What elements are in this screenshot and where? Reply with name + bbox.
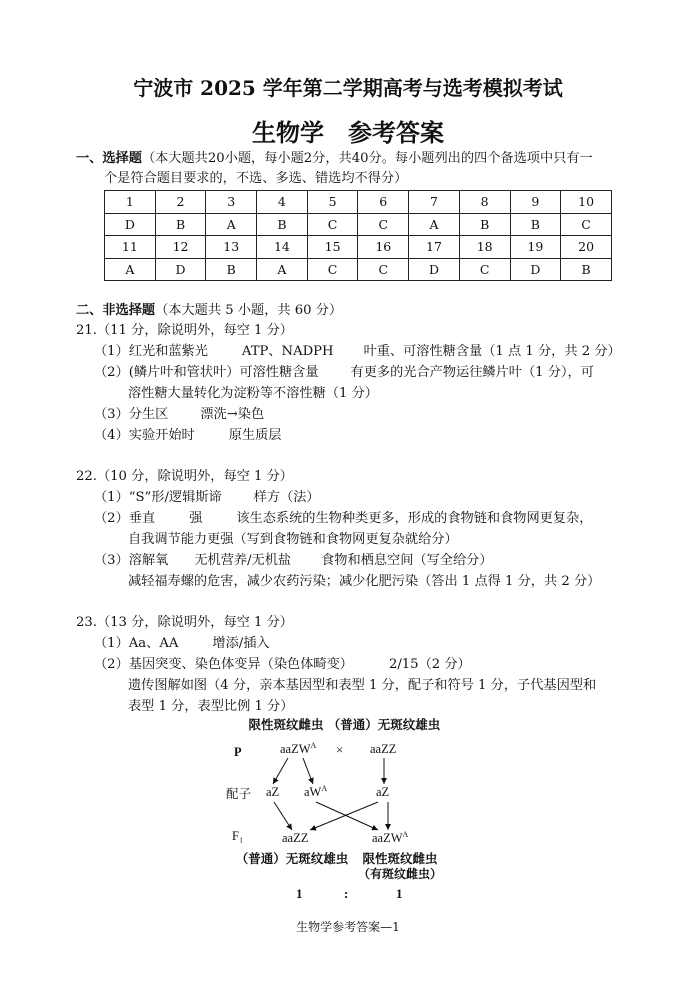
ratio-colon: : [344, 886, 349, 901]
answer-table-cell: A [409, 213, 460, 236]
answer-table-cell: 2 [155, 191, 206, 214]
gamete-2-sup: A [321, 784, 328, 793]
answer-table-cell: 6 [358, 191, 409, 214]
answer-table-row [105, 191, 612, 214]
q23-line2 [94, 656, 471, 674]
ratio-left: 1 [296, 886, 303, 901]
exam-title: 宁波市 2025 学年第二学期高考与选考模拟考试 [133, 76, 563, 100]
answer-table-cell: B [561, 258, 612, 281]
q23-1b: 增添/插入 [212, 636, 270, 651]
q22-3b: 无机营养/无机盐 [194, 553, 292, 568]
choice-answer-table [104, 190, 612, 281]
answer-table-cell: 17 [409, 236, 460, 259]
answer-table-cell: A [257, 258, 308, 281]
q22-1b: 样方（法） [253, 490, 320, 505]
answer-table-cell: C [561, 213, 612, 236]
answer-table-cell: B [257, 213, 308, 236]
q23-line1 [94, 635, 270, 653]
answer-table-cell: 13 [206, 236, 257, 259]
section1-desc-1: （本大题共20小题，每小题2分，共40分。每小题列出的四个备选项中只有一 [141, 151, 593, 166]
q22-line2 [94, 510, 592, 528]
q21-4a: （4）实验开始时 [94, 428, 195, 443]
q22-2d: 自我调节能力更强（写到食物链和食物网更复杂就给分） [128, 532, 458, 547]
q23-2a: （2）基因突变、染色体变异（染色体畸变） [94, 657, 353, 672]
q21-1a: （1）红光和蓝紫光 [94, 344, 208, 359]
gamete-2 [304, 784, 327, 799]
section2-heading: 二、非选择题 [76, 303, 156, 318]
exam-subtitle: 生物学 参考答案 [252, 118, 444, 147]
section1-desc-2: 个是符合题目要求的，不选、多选、错选均不得分） [104, 171, 408, 186]
answer-table-cell: 11 [105, 236, 156, 259]
arrow-g1-f1a [274, 802, 292, 830]
q22-3d: 减轻福寿螺的危害，减少农药污染；减少化肥污染（答出 1 点得 1 分，共 2 分） [128, 574, 601, 589]
q21-line3 [94, 406, 264, 424]
q21-line1 [94, 343, 621, 361]
gamete-label: 配子 [226, 787, 252, 801]
q22-2c: 该生态系统的生物种类更多，形成的食物链和食物网更复杂， [236, 511, 593, 526]
q21-line2 [94, 364, 594, 382]
q21-2c: 溶性糖大量转化为淀粉等不溶性糖（1 分） [128, 386, 378, 401]
answer-table-cell: B [155, 213, 206, 236]
q21-2b: 有更多的光合产物运往鳞片叶（1 分），可 [350, 365, 594, 380]
answer-table-cell: 1 [105, 191, 156, 214]
q21-line4 [94, 427, 281, 445]
f1-genotype-2-sup: A [402, 830, 409, 839]
q21-4b: 原生质层 [228, 428, 282, 443]
cross-symbol: × [336, 742, 344, 757]
f1-phenotype-1: （普通）无斑纹雄虫 [235, 852, 349, 866]
answer-table-cell: 10 [561, 191, 612, 214]
q22-3a: （3）溶解氧 [94, 553, 169, 568]
ratio-right: 1 [396, 886, 403, 901]
f1-genotype-1: aaZZ [282, 831, 309, 845]
parent2-phenotype: （普通）无斑纹雄虫 [327, 718, 441, 732]
arrow-p1-g2 [303, 758, 313, 784]
answer-table-cell: C [358, 213, 409, 236]
parent1-phenotype: 限性斑纹雌虫 [248, 718, 324, 732]
answer-table-cell: 8 [459, 191, 510, 214]
section2-line [76, 302, 342, 320]
q23-2c: 遗传图解如图（4 分，亲本基因型和表型 1 分，配子和符号 1 分，子代基因型和 [128, 678, 597, 693]
q22-2b: 强 [189, 511, 203, 526]
answer-table-cell: 4 [257, 191, 308, 214]
q23-1a: （1）Aa、AA [94, 636, 179, 651]
answer-table-cell: C [459, 258, 510, 281]
f1-phenotype-2: 限性斑纹雌虫 [362, 852, 438, 866]
gamete-3: aZ [376, 785, 390, 799]
arrow-p1-g1 [273, 758, 288, 784]
answer-table-cell: 15 [307, 236, 358, 259]
answer-table-cell: B [510, 213, 561, 236]
answer-table-cell: 16 [358, 236, 409, 259]
q21-3a: （3）分生区 [94, 407, 169, 422]
answer-table-cell: 7 [409, 191, 460, 214]
q22-header: 22.（10 分，除说明外，每空 1 分） [76, 469, 293, 484]
q22-1a: （1）“S”形/逻辑斯谛 [94, 490, 222, 505]
q22-line1 [94, 489, 320, 507]
genetic-cross-diagram [218, 716, 478, 906]
answer-table-row [105, 213, 612, 236]
answer-table-cell: 9 [510, 191, 561, 214]
parent1-genotype-sup: A [310, 741, 317, 750]
q21-header: 21.（11 分，除说明外，每空 1 分） [76, 323, 293, 338]
answer-table-cell: A [206, 213, 257, 236]
answer-table-cell: D [105, 213, 156, 236]
answer-table-cell: D [155, 258, 206, 281]
answer-table-cell: B [206, 258, 257, 281]
parent2-genotype: aaZZ [370, 742, 397, 756]
answer-table-cell: B [459, 213, 510, 236]
q21-3b: 漂洗→染色 [200, 407, 265, 422]
answer-table-cell: 5 [307, 191, 358, 214]
f1-phenotype-2-note: （有斑纹雌虫） [357, 867, 443, 881]
section1-line1 [76, 150, 593, 168]
section1-heading: 一、选择题 [76, 151, 142, 166]
f1-label: F₁ [232, 829, 244, 843]
p-label: P [234, 745, 242, 759]
f1-genotype-2-base: aaZW [372, 831, 403, 845]
q22-3c: 食物和栖息空间（写全给分） [321, 553, 493, 568]
q21-2a: （2）(鳞片叶和管状叶）可溶性糖含量 [94, 365, 319, 380]
page-footer: 生物学参考答案—1 [296, 920, 400, 934]
answer-table-cell: D [510, 258, 561, 281]
answer-table-cell: 18 [459, 236, 510, 259]
answer-table-cell: C [307, 213, 358, 236]
f1-genotype-2 [372, 830, 409, 845]
answer-table-cell: A [105, 258, 156, 281]
q21-1b: ATP、NADPH [241, 344, 334, 359]
answer-table-cell: 20 [561, 236, 612, 259]
gamete-1: aZ [266, 785, 280, 799]
gamete-2-base: aW [304, 785, 322, 799]
answer-table-cell: C [307, 258, 358, 281]
answer-table-row [105, 258, 612, 281]
answer-table-cell: 3 [206, 191, 257, 214]
q23-header: 23.（13 分，除说明外，每空 1 分） [76, 615, 293, 630]
q23-2d: 表型 1 分，表型比例 1 分） [128, 699, 294, 714]
q23-2b: 2/15（2 分） [388, 657, 471, 672]
answer-table-cell: 12 [155, 236, 206, 259]
q22-2a: （2）垂直 [94, 511, 156, 526]
answer-table-cell: D [409, 258, 460, 281]
answer-table-row [105, 236, 612, 259]
q21-1c: 叶重、可溶性糖含量（1 点 1 分，共 2 分） [363, 344, 621, 359]
parent1-genotype [280, 741, 317, 756]
answer-table-cell: 14 [257, 236, 308, 259]
answer-table-cell: 19 [510, 236, 561, 259]
parent1-genotype-base: aaZW [280, 742, 311, 756]
section2-desc: （本大题共 5 小题，共 60 分） [155, 303, 343, 318]
q22-line3 [94, 552, 493, 570]
answer-table-cell: C [358, 258, 409, 281]
